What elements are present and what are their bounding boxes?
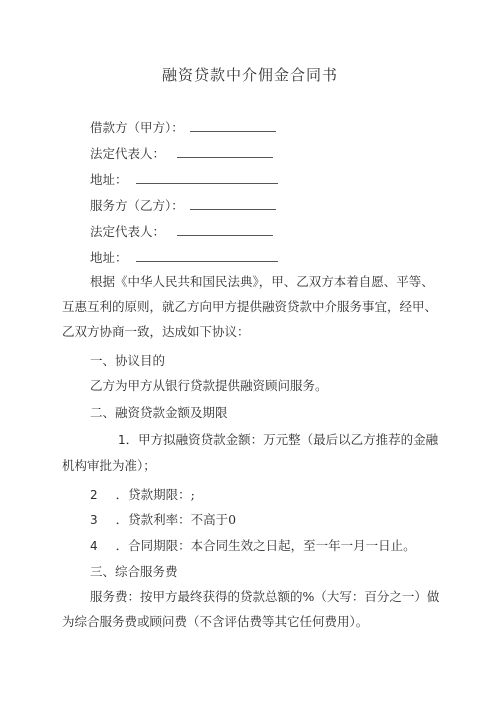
borrower-field — [90, 119, 276, 136]
borrower-rep-label: 法定代表人： — [90, 146, 166, 161]
section-2-item-4 — [90, 538, 416, 554]
item-4-number: 4 — [90, 539, 98, 553]
borrower-addr-blank[interactable] — [136, 171, 278, 184]
borrower-label: 借款方（甲方）： — [90, 120, 184, 135]
item-1-number: 1 — [118, 433, 126, 447]
item-1-text: ．甲方拟融资贷款金额：万元整（最后以乙方推荐的金融机构审批为准）； — [62, 432, 439, 473]
provider-addr-field — [90, 249, 278, 266]
section-3-heading: 三、综合服务费 — [90, 564, 178, 579]
provider-rep-label: 法定代表人： — [90, 224, 166, 239]
provider-blank[interactable] — [190, 197, 276, 210]
provider-label: 服务方（乙方）： — [90, 198, 184, 213]
section-2-heading: 二、融资贷款金额及期限 — [90, 405, 228, 420]
borrower-addr-field — [90, 171, 278, 188]
item-3-number: 3 — [90, 513, 98, 527]
borrower-addr-label: 地址： — [90, 172, 128, 187]
section-2-item-2 — [90, 487, 195, 503]
borrower-rep-blank[interactable] — [177, 145, 273, 158]
document-title: 融资贷款中介佣金合同书 — [161, 66, 338, 84]
section-1-heading: 一、协议目的 — [90, 353, 166, 368]
item-2-number: 2 — [90, 488, 98, 502]
provider-field — [90, 197, 276, 214]
item-3-text: ．贷款利率：不高于0 — [115, 512, 237, 527]
provider-rep-field — [90, 223, 273, 240]
item-2-text: ．贷款期限：; — [115, 487, 195, 502]
section-3-body: 服务费：按甲方最终获得的贷款总额的%（大写：百分之一）做为综合服务费或顾问费（不含评估费等其它任何费用）。 — [62, 589, 440, 629]
preamble-paragraph: 根据《中华人民共和国民法典》，甲、乙双方本着自愿、平等、互惠互利的原则，就乙方向甲方提供融资贷款中介服务事宜，经甲、乙双方协商一致，达成如下协议： — [62, 274, 438, 339]
section-2-item-1 — [62, 427, 440, 478]
borrower-blank[interactable] — [190, 119, 276, 132]
provider-addr-label: 地址： — [90, 250, 128, 265]
provider-rep-blank[interactable] — [177, 223, 273, 236]
borrower-rep-field — [90, 145, 273, 162]
section-1-body: 乙方为甲方从银行贷款提供融资顾问服务。 — [90, 378, 328, 393]
item-4-text: ．合同期限：本合同生效之日起，至一年一月一日止。 — [115, 538, 416, 553]
section-2-item-3 — [90, 512, 236, 528]
provider-addr-blank[interactable] — [136, 249, 278, 262]
